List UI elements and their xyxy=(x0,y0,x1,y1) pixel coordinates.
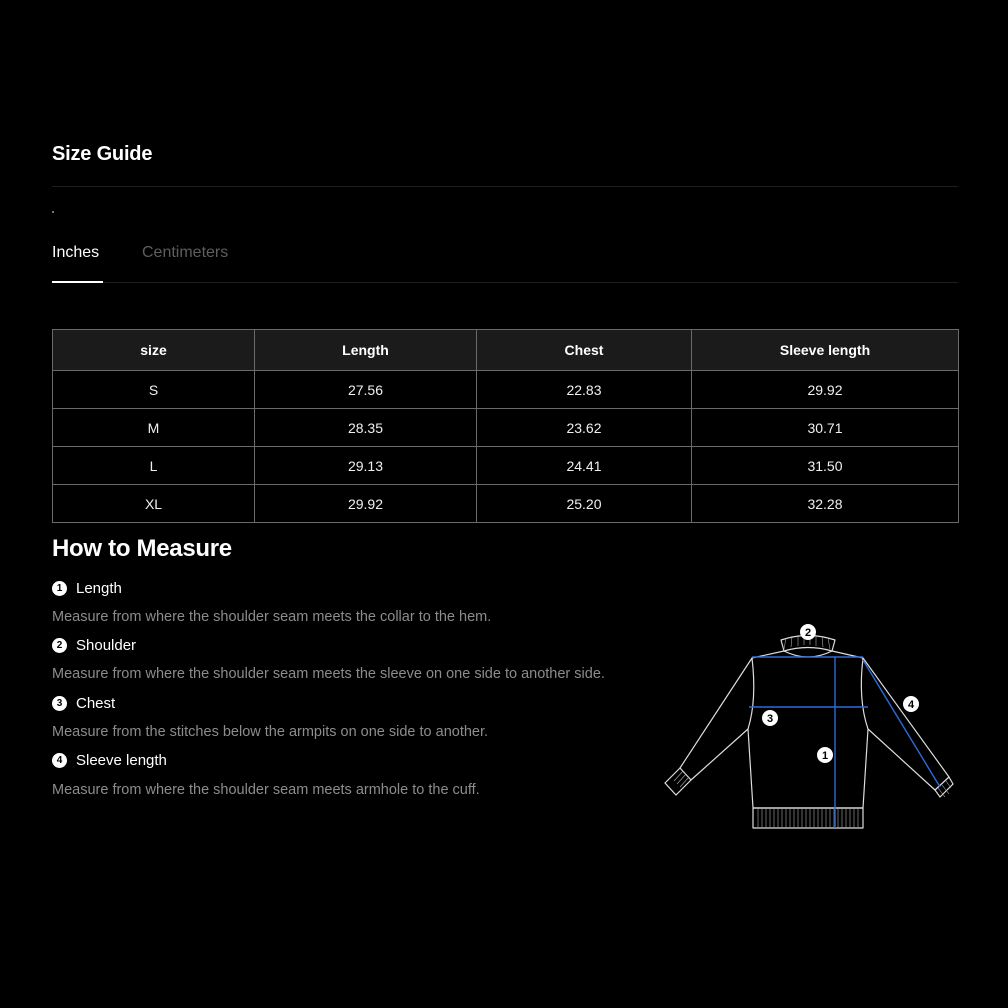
cell-sleeve-length: 30.71 xyxy=(692,409,959,447)
cell-size: S xyxy=(53,371,255,409)
step-number-icon: 4 xyxy=(52,753,67,768)
table-row xyxy=(53,409,959,447)
step-description: Measure from where the shoulder seam meets the sleeve on one side to another side. xyxy=(52,666,605,682)
step-number-icon: 1 xyxy=(52,581,67,596)
cell-length: 29.92 xyxy=(255,485,477,523)
cell-size: M xyxy=(53,409,255,447)
column-header-chest: Chest xyxy=(477,330,692,371)
cell-size: XL xyxy=(53,485,255,523)
cell-chest: 25.20 xyxy=(477,485,692,523)
table-row xyxy=(53,371,959,409)
step-sleeve-length xyxy=(52,752,167,769)
column-header-size: size xyxy=(53,330,255,371)
size-table xyxy=(52,329,959,523)
decorative-dot xyxy=(52,211,54,213)
cell-length: 28.35 xyxy=(255,409,477,447)
cell-chest: 24.41 xyxy=(477,447,692,485)
sweater-measurement-diagram-icon xyxy=(655,615,965,840)
marker-label: 3 xyxy=(766,713,774,725)
step-number-icon: 3 xyxy=(52,696,67,711)
cell-chest: 23.62 xyxy=(477,409,692,447)
column-header-length: Length xyxy=(255,330,477,371)
how-to-measure-heading: How to Measure xyxy=(52,535,232,562)
step-description: Measure from where the shoulder seam meets the collar to the hem. xyxy=(52,609,492,625)
cell-sleeve-length: 31.50 xyxy=(692,447,959,485)
marker-label: 2 xyxy=(804,627,812,639)
step-label: Length xyxy=(76,580,122,597)
step-shoulder xyxy=(52,637,136,654)
table-row xyxy=(53,447,959,485)
tab-inches[interactable]: Inches xyxy=(52,244,100,261)
marker-label: 1 xyxy=(821,750,829,762)
step-label: Shoulder xyxy=(76,637,137,654)
table-row xyxy=(53,485,959,523)
divider xyxy=(52,186,958,187)
step-description: Measure from where the shoulder seam meets armhole to the cuff. xyxy=(52,782,480,798)
unit-tabs xyxy=(52,244,958,283)
step-label: Chest xyxy=(76,695,116,712)
cell-sleeve-length: 32.28 xyxy=(692,485,959,523)
cell-size: L xyxy=(53,447,255,485)
page-title: Size Guide xyxy=(52,143,153,165)
step-label: Sleeve length xyxy=(76,752,167,769)
cell-sleeve-length: 29.92 xyxy=(692,371,959,409)
tab-centimeters[interactable]: Centimeters xyxy=(142,244,229,261)
cell-length: 29.13 xyxy=(255,447,477,485)
table-header-row xyxy=(53,330,959,371)
column-header-sleeve-length: Sleeve length xyxy=(692,330,959,371)
step-chest xyxy=(52,695,115,712)
active-tab-indicator xyxy=(52,281,103,283)
tabs-divider xyxy=(52,282,958,283)
cell-chest: 22.83 xyxy=(477,371,692,409)
step-number-icon: 2 xyxy=(52,638,67,653)
step-length xyxy=(52,580,122,597)
marker-label: 4 xyxy=(907,699,915,711)
step-description: Measure from the stitches below the armpits on one side to another. xyxy=(52,724,489,740)
cell-length: 27.56 xyxy=(255,371,477,409)
